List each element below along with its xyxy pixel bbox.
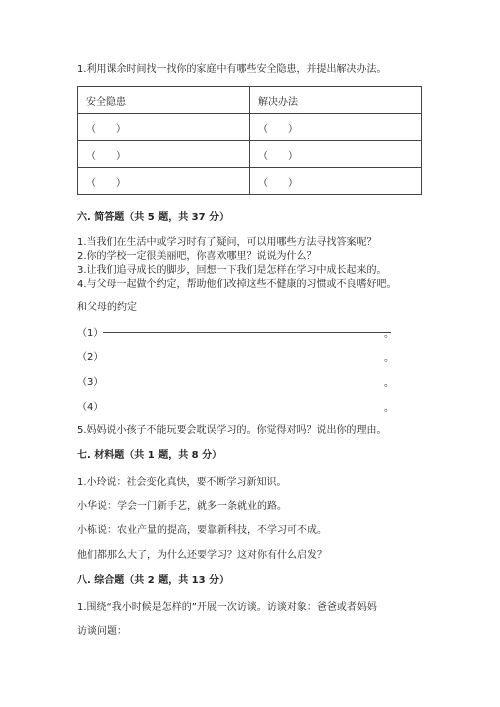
- agreement-item-4-period: 。: [384, 403, 394, 414]
- table-row: [78, 168, 422, 195]
- table-header-hazard: 安全隐患: [78, 87, 250, 114]
- table-header-row: [78, 87, 422, 114]
- table-row: [78, 114, 422, 141]
- section7-line-3: 小栋说：农业产量的提高，要靠新科技，不学习可不成。: [77, 525, 327, 536]
- table-cell-hazard[interactable]: （ ）: [78, 168, 250, 195]
- section8-line-2: 访谈问题：: [77, 626, 127, 637]
- section6-question-5: 5.妈妈说小孩子不能玩要会耽误学习的。你觉得对吗？说出你的理由。: [77, 425, 387, 436]
- table-cell-solution[interactable]: （ ）: [250, 141, 422, 168]
- table-cell-solution[interactable]: （ ）: [250, 114, 422, 141]
- agreement-item-1-answer-line[interactable]: [103, 332, 391, 333]
- section8-line-1: 1.围绕“我小时候是怎样的”开展一次访谈。访谈对象：爸爸或者妈妈: [77, 602, 377, 613]
- agreement-title: 和父母的约定: [77, 302, 137, 313]
- table-cell-hazard[interactable]: （ ）: [78, 114, 250, 141]
- section6-question-1: 1.当我们在生活中或学习时有了疑问，可以用哪些方法寻找答案呢？: [77, 237, 377, 248]
- section7-line-2: 小华说：学会一门新手艺，就多一条就业的路。: [77, 501, 287, 512]
- section7-title: 七. 材料题（共 1 题，共 8 分）: [77, 450, 223, 461]
- section8-title: 八. 综合题（共 2 题，共 13 分）: [77, 575, 230, 586]
- table-row: [78, 141, 422, 168]
- table-header-solution: 解决办法: [250, 87, 422, 114]
- section7-line-1: 1.小玲说：社会变化真快，要不断学习新知识。: [77, 477, 287, 488]
- section6-question-4: 4.与父母一起做个约定，帮助他们改掉这些不健康的习惯或不良嗜好吧。: [77, 279, 397, 290]
- agreement-item-3-number: （3）: [77, 377, 104, 388]
- agreement-item-2-number: （2）: [77, 352, 104, 363]
- hazard-question-prompt: 1.利用课余时间找一找你的家庭中有哪些安全隐患，并提出解决办法。: [77, 64, 387, 75]
- section7-line-4: 他们都那么大了，为什么还要学习？这对你有什么启发？: [77, 550, 327, 561]
- table-cell-solution[interactable]: （ ）: [250, 168, 422, 195]
- section6-title: 六. 简答题（共 5 题，共 37 分）: [77, 212, 230, 223]
- hazard-table: [77, 86, 422, 195]
- agreement-item-2-period: 。: [384, 353, 394, 364]
- agreement-item-1-period: 。: [384, 329, 394, 340]
- section6-question-2: 2.你的学校一定很美丽吧，你喜欢哪里？说说为什么？: [77, 251, 317, 262]
- agreement-item-1-number: （1）: [77, 328, 104, 339]
- table-cell-hazard[interactable]: （ ）: [78, 141, 250, 168]
- agreement-item-3-period: 。: [384, 378, 394, 389]
- section6-question-3: 3.让我们追寻成长的脚步，回想一下我们是怎样在学习中成长起来的。: [77, 265, 387, 276]
- agreement-item-4-number: （4）: [77, 402, 104, 413]
